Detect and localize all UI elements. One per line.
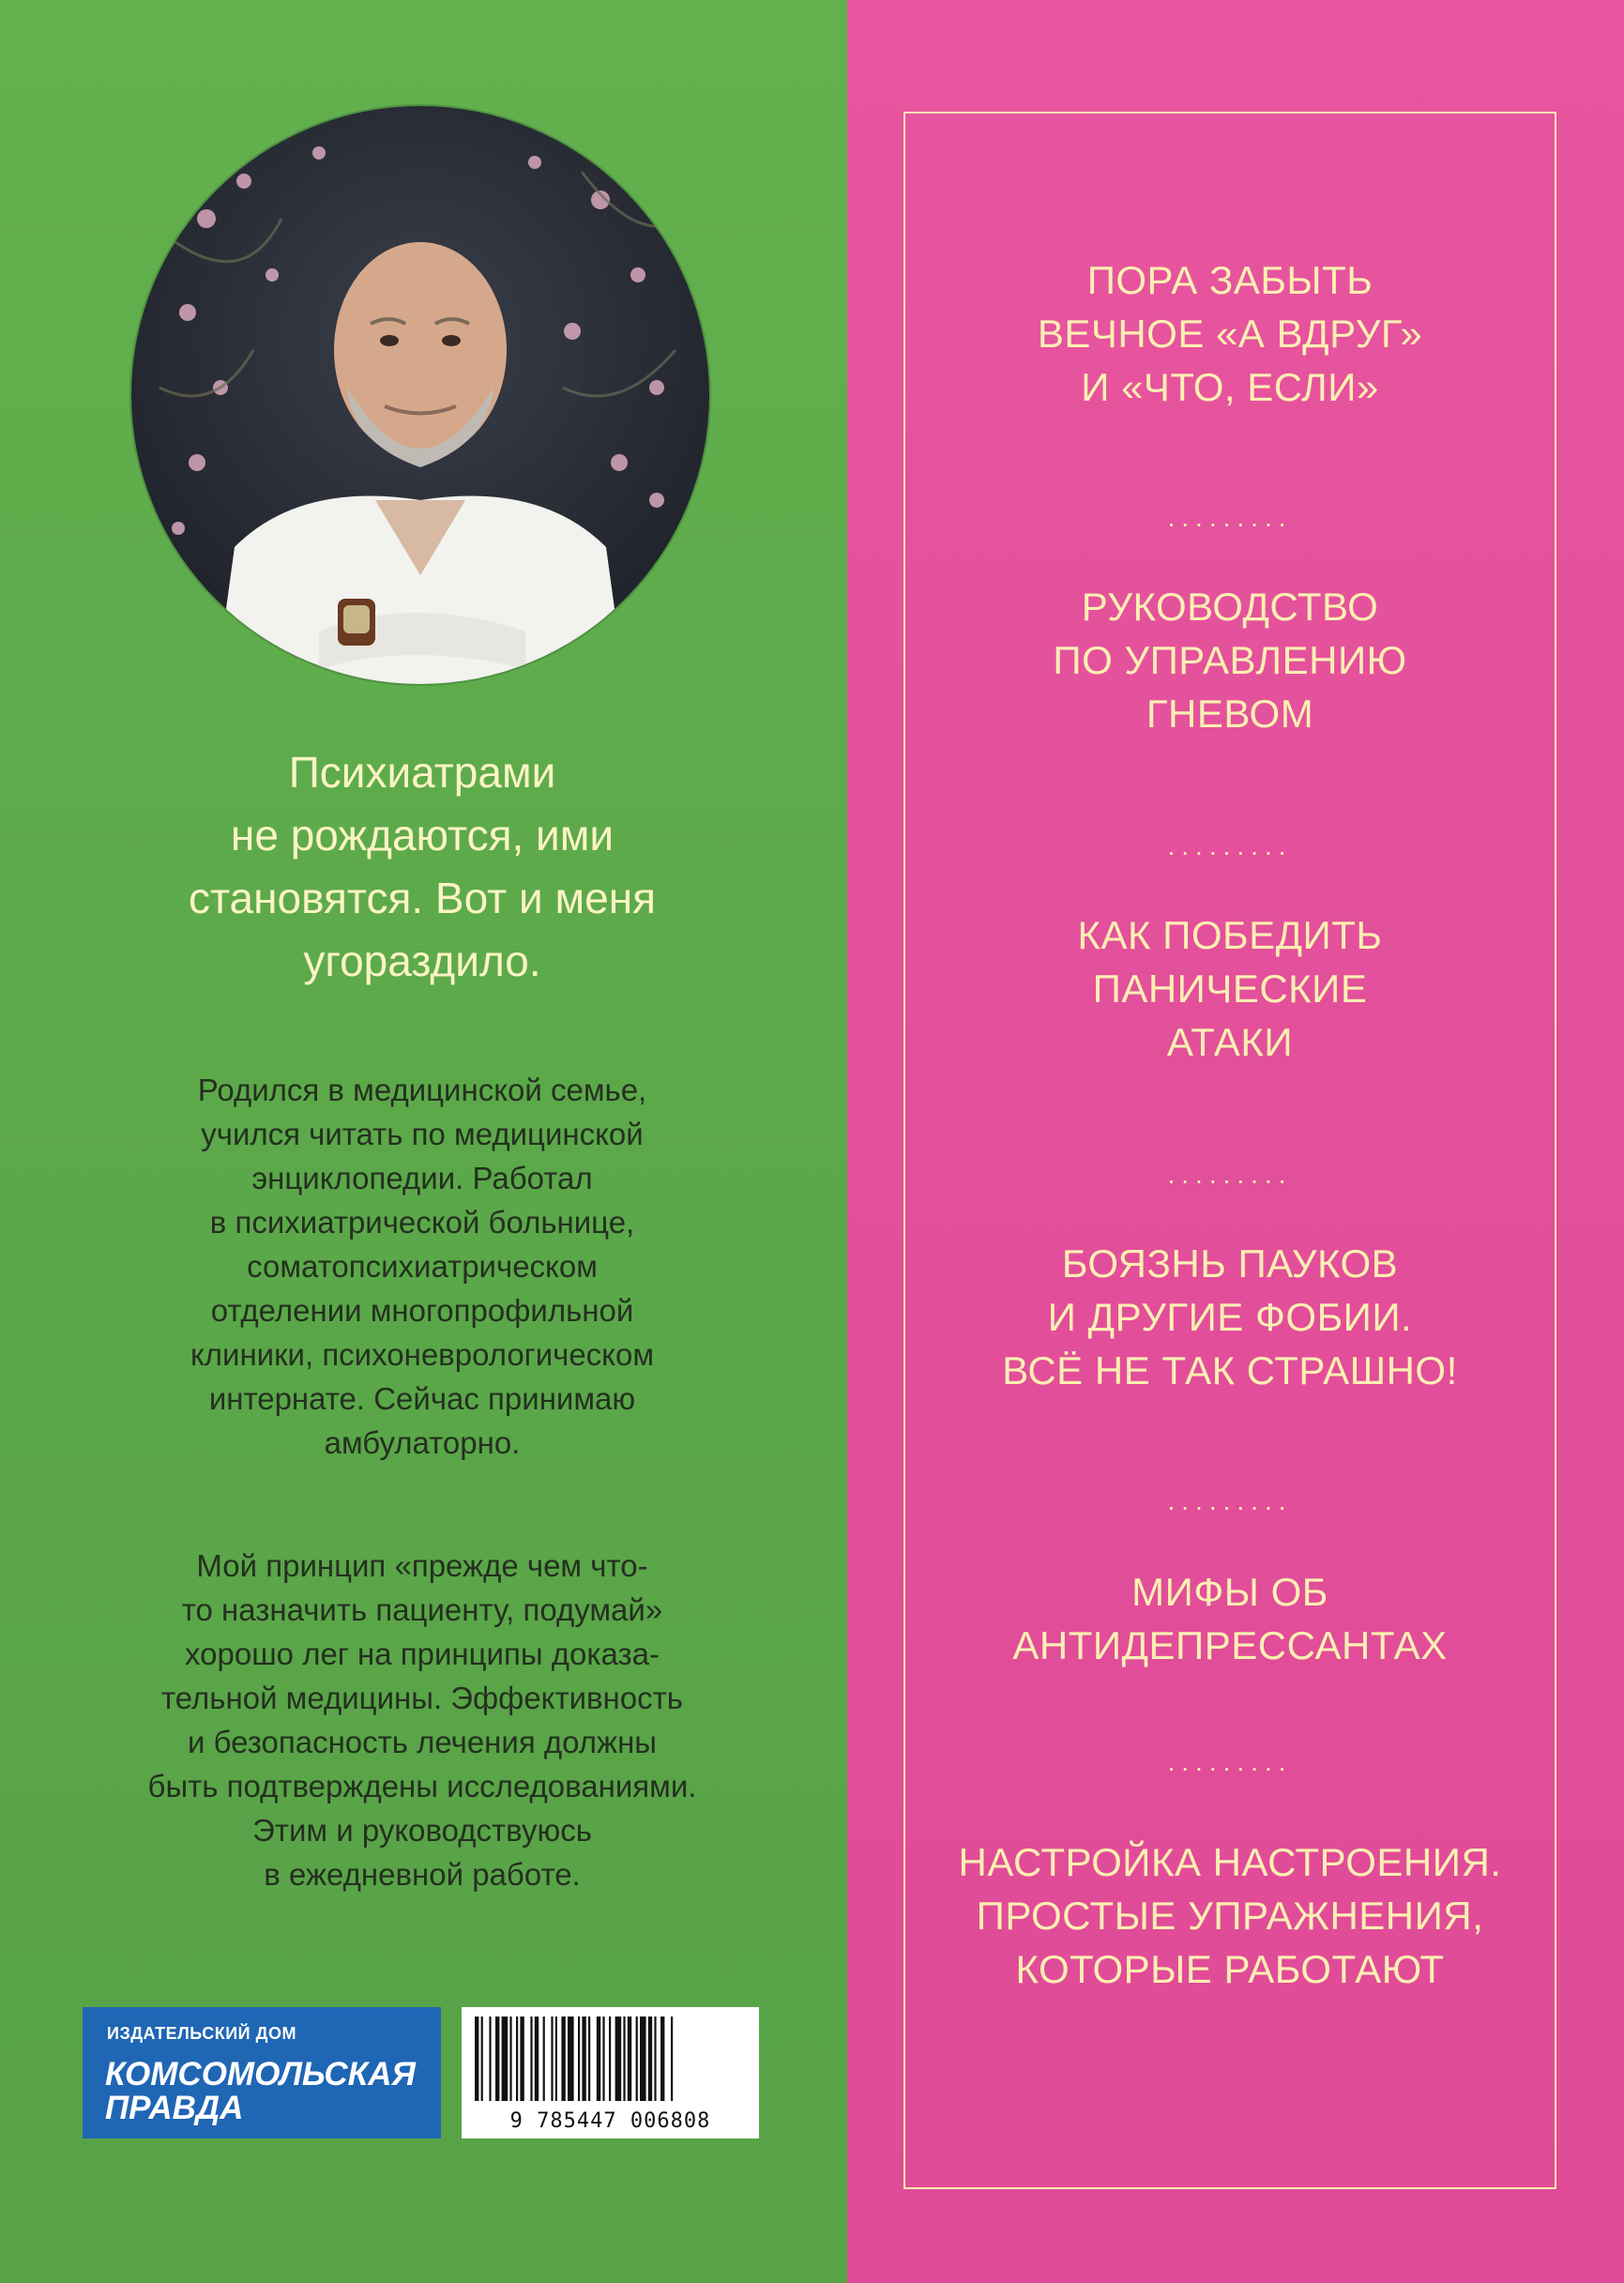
topic-line: ПО УПРАВЛЕНИЮ [1053, 638, 1407, 682]
topic-line: ВСЁ НЕ ТАК СТРАШНО! [1002, 1348, 1458, 1393]
topic-line: ПОРА ЗАБЫТЬ [1086, 258, 1374, 302]
topic-1 [903, 253, 1556, 414]
bio-lead-line: не рождаются, ими [230, 811, 615, 860]
separator-dots: ......... [1167, 1486, 1293, 1515]
bio-paragraph-1 [94, 1068, 751, 1465]
bio-line: тельной медицины. Эффективность [161, 1681, 683, 1715]
bio-lead-line: становятся. Вот и меня [188, 874, 657, 922]
topic-line: АНТИДЕПРЕССАНТАХ [1012, 1623, 1448, 1667]
separator-dots: ......... [1167, 503, 1293, 532]
barcode-bars [462, 2007, 759, 2108]
bio-lead-line: Психиатрами [288, 748, 556, 797]
bio-lead-line: угораздило. [303, 936, 541, 985]
bio-line: быть подтверждены исследованиями. [147, 1769, 697, 1804]
topic-line: ПАНИЧЕСКИЕ [1092, 966, 1368, 1011]
topic-line: АТАКИ [1166, 1020, 1294, 1064]
topic-line: ГНЕВОМ [1146, 692, 1314, 736]
author-portrait [131, 106, 709, 684]
topic-2 [903, 580, 1556, 740]
separator-dots: ......... [1167, 1160, 1293, 1189]
topic-line: ВЕЧНОЕ «А ВДРУГ» [1037, 312, 1423, 356]
bio-line: клиники, психоневрологическом [190, 1337, 655, 1372]
barcode-digits: 9 785447 006808 [509, 2109, 711, 2133]
topic-4 [903, 1237, 1556, 1397]
bio-lead [150, 741, 694, 993]
bio-line: интернате. Сейчас принимаю [208, 1381, 636, 1416]
topic-line: БОЯЗНЬ ПАУКОВ [1061, 1241, 1399, 1286]
bio-paragraph-2 [94, 1544, 751, 1896]
publisher-logo [83, 2007, 441, 2138]
topic-line: КОТОРЫЕ РАБОТАЮТ [1015, 1947, 1445, 1991]
topic-line: И «ЧТО, ЕСЛИ» [1081, 365, 1379, 409]
topic-6 [903, 1835, 1556, 1996]
publisher-logo-line2: ПРАВДА [105, 2090, 244, 2126]
bio-line: и безопасность лечения должны [187, 1725, 658, 1759]
topic-3 [903, 908, 1556, 1069]
bio-line: амбулаторно. [324, 1425, 521, 1460]
publisher-logo-line1: КОМСОМОЛЬСКАЯ [105, 2056, 416, 2093]
bio-line: в ежедневной работе. [264, 1857, 581, 1892]
topic-line: МИФЫ ОБ [1131, 1570, 1328, 1614]
bio-line: энциклопедии. Работал [251, 1161, 593, 1195]
separator-dots: ......... [1167, 1747, 1293, 1776]
isbn-barcode [462, 2007, 759, 2138]
bio-line: Этим и руководствуюсь [252, 1813, 592, 1848]
bio-line: в психиатрической больнице, [209, 1205, 635, 1240]
bio-line: Мой принцип «прежде чем что- [196, 1548, 648, 1583]
bio-line: то назначить пациенту, подумай» [181, 1592, 663, 1627]
bio-line: отделении многопрофильной [210, 1293, 634, 1328]
topic-line: И ДРУГИЕ ФОБИИ. [1047, 1295, 1413, 1339]
bio-line: учился читать по медицинской [201, 1117, 644, 1151]
publisher-logo-small: ИЗДАТЕЛЬСКИЙ ДОМ [107, 2024, 296, 2043]
publisher-logo-name [105, 2058, 416, 2125]
topic-line: КАК ПОБЕДИТЬ [1077, 913, 1383, 957]
bio-line: Родился в медицинской семье, [197, 1073, 647, 1107]
topic-line: НАСТРОЙКА НАСТРОЕНИЯ. [958, 1840, 1502, 1884]
separator-dots: ......... [1167, 831, 1293, 860]
topic-5 [903, 1565, 1556, 1672]
bio-line: хорошо лег на принципы доказа- [185, 1636, 660, 1671]
topic-line: РУКОВОДСТВО [1081, 585, 1379, 629]
topic-line: ПРОСТЫЕ УПРАЖНЕНИЯ, [976, 1894, 1484, 1938]
bio-line: соматопсихиатрическом [247, 1249, 598, 1284]
portrait-illustration [131, 106, 709, 684]
